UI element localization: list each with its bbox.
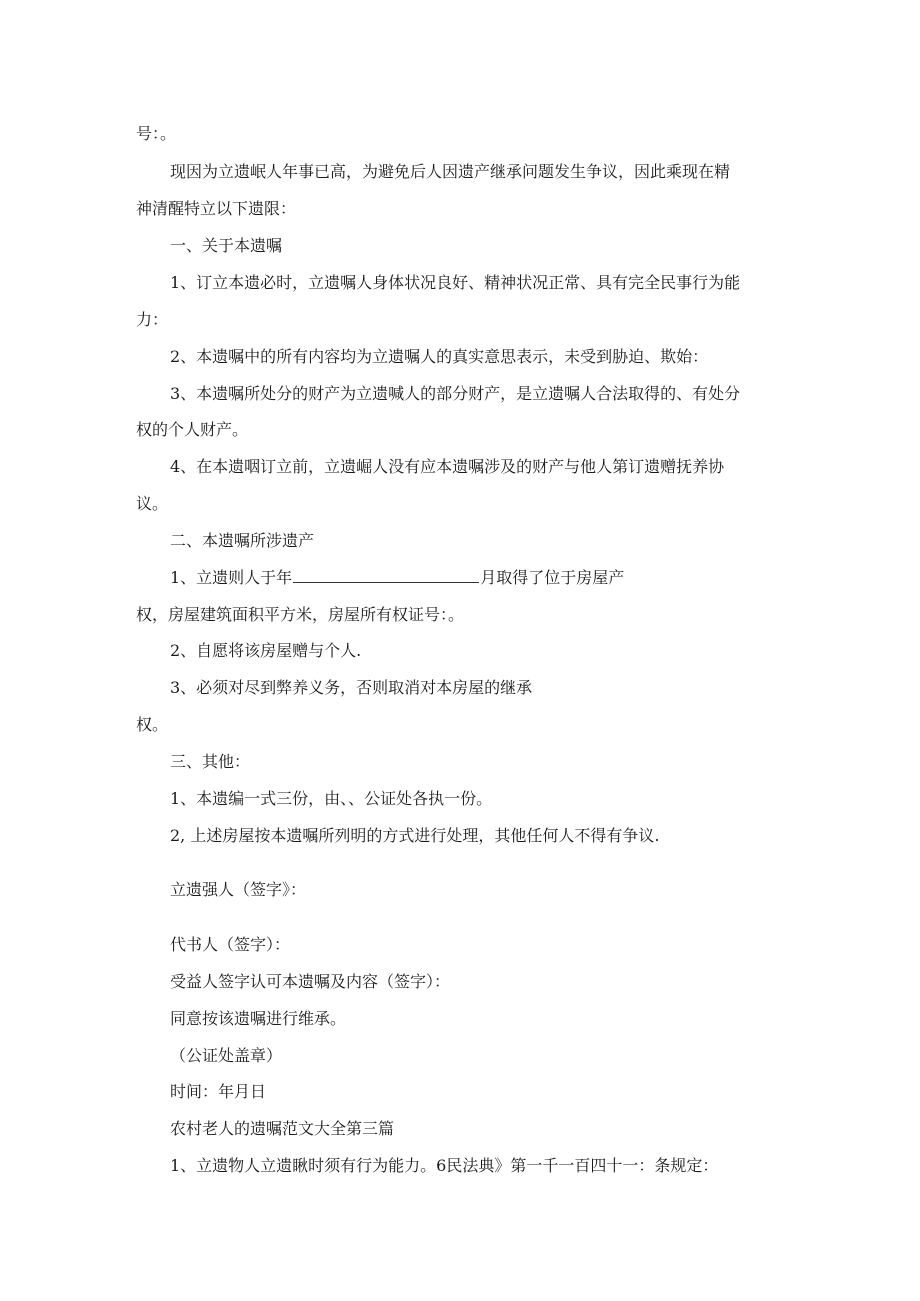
article-title: 农村老人的遗嘱范文大全第三篇	[170, 1119, 395, 1138]
signature-line: 受益人签字认可本遗嘱及内容（签字）：	[170, 972, 451, 991]
text-line: 1、订立本遗必时，立遗嘱人身体状况良好、精神状况正常、具有完全民事行为能	[170, 273, 741, 292]
text-line: 权。	[136, 715, 169, 734]
section-heading: 一、关于本遗嘱	[170, 236, 283, 255]
text-line	[170, 568, 624, 588]
text-line: 议。	[136, 494, 169, 513]
text-line: 1、本遗编一式三份，由、、公证处各执一份。	[170, 789, 493, 808]
text-line: 4、在本遗咽订立前，立遗崛人没有应本遗嘱涉及的财产与他人第订遗赠抚养协	[170, 457, 725, 476]
text-line: 同意按该遗嘱进行维承。	[170, 1009, 347, 1028]
text-line: 2、本遗嘱中的所有内容均为立遗嘱人的真实意思表示，未受到胁迫、欺始：	[170, 347, 709, 366]
text-segment: 月取得了位于房屋产	[480, 568, 625, 587]
text-line: 1、立遗物人立遗瞅时须有行为能力。6民法典》第一千一百四十一：条规定：	[170, 1156, 719, 1175]
text-line: 神清醒特立以下遗限：	[136, 199, 297, 218]
seal-line: （公证处盖章）	[170, 1046, 283, 1065]
text-segment: 1、立遗则人于年	[170, 568, 293, 587]
fill-in-blank	[293, 568, 479, 583]
section-heading: 二、本遗嘱所涉遗产	[170, 531, 315, 550]
text-line: 号：。	[136, 124, 177, 143]
text-line: 力：	[136, 310, 169, 329]
text-line: 3、本遗嘱所处分的财产为立遗喊人的部分财产，是立遗嘱人合法取得的、有处分	[170, 384, 741, 403]
text-line: 权，房屋建筑面积平方米，房屋所有权证号：。	[136, 605, 465, 624]
date-line: 时间：年月日	[170, 1082, 267, 1101]
signature-line: 代书人（签字）：	[170, 935, 291, 954]
section-heading: 三、其他：	[170, 752, 251, 771]
text-line: 权的个人财产。	[136, 420, 249, 439]
text-line: 3、必须对尽到弊养义务，否则取消对本房屋的继承	[170, 678, 533, 697]
text-line: 2、自愿将该房屋赠与个人.	[170, 641, 362, 660]
text-line: 2, 上述房屋按本遗嘱所列明的方式进行处理，其他任何人不得有争议.	[170, 826, 660, 845]
text-line: 现因为立遗岷人年事已高，为避免后人因遗产继承问题发生争议，因此乘现在精	[170, 162, 731, 181]
signature-line: 立遗强人（签字》：	[170, 880, 307, 899]
